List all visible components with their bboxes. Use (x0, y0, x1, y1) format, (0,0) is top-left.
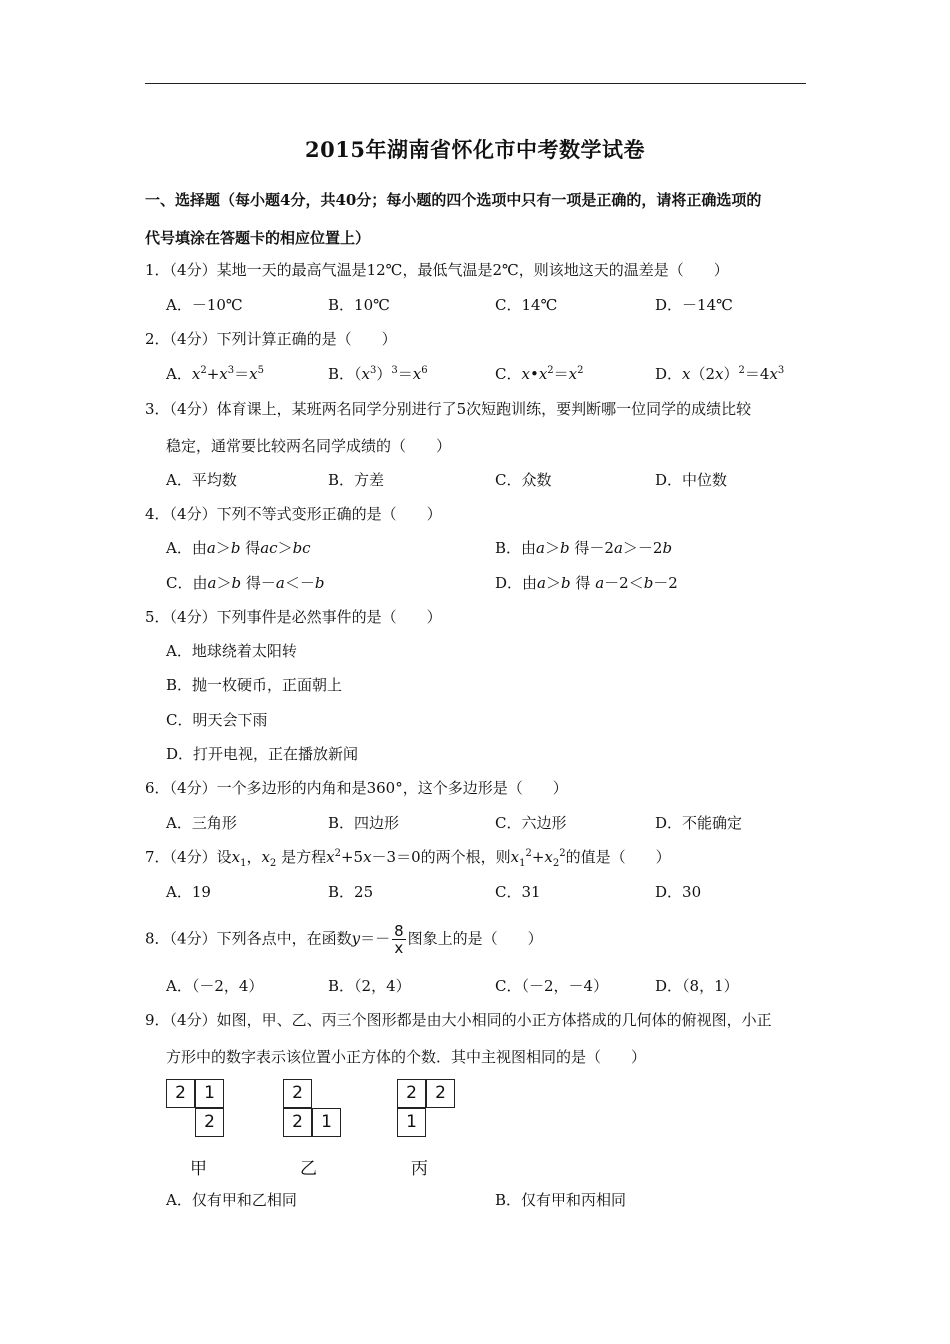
figure-yi-label: 乙 (300, 1159, 317, 1179)
q2-option-d: D．$x(2x)^2=4x^3$ (655, 365, 785, 383)
figure-yi-cell: 2 (283, 1079, 312, 1108)
q5-stem: 5．（4分）下列事件是必然事件的是（ ） (145, 608, 442, 626)
q2-option-c: C．$x•x^2=x^2$ (495, 365, 584, 383)
q9-option-a: A．仅有甲和乙相同 (166, 1191, 297, 1209)
figure-bing-cell: 1 (397, 1108, 426, 1137)
q3-stem-line1: 3．（4分）体育课上，某班两名同学分别进行了5次短跑训练，要判断哪一位同学的成绩比较 (145, 400, 752, 418)
q6-option-a: A．三角形 (166, 814, 237, 832)
q1-option-b: B．10℃ (328, 296, 390, 314)
q1-option-c: C．14℃ (495, 296, 558, 314)
figure-yi-cell: 2 (283, 1108, 312, 1137)
q8-option-b: B．（2，4） (328, 977, 411, 995)
figure-jia-cell: 1 (195, 1079, 224, 1108)
q7-option-a: A．19 (166, 883, 211, 901)
q2-stem: 2．（4分）下列计算正确的是（ ） (145, 330, 397, 348)
q3-option-d: D．中位数 (655, 471, 728, 489)
q4-option-b: B．由a＞b 得－2a＞－2b (495, 539, 673, 557)
q5-option-c: C．明天会下雨 (166, 711, 268, 729)
q4-option-d: D．由a＞b 得 a－2＜b－2 (495, 574, 678, 592)
figure-bing-label: 丙 (411, 1159, 428, 1179)
q4-stem: 4．（4分）下列不等式变形正确的是（ ） (145, 505, 442, 523)
q5-option-b: B．抛一枚硬币，正面朝上 (166, 676, 343, 694)
q2-option-b: B．$(x^3)^3=x^6$ (328, 365, 428, 383)
q6-option-d: D．不能确定 (655, 814, 743, 832)
q4-option-c: C．由a＞b 得－a＜－b (166, 574, 325, 592)
q3-option-a: A．平均数 (166, 471, 237, 489)
q1-option-a: A．－10℃ (166, 296, 243, 314)
header-rule (145, 83, 806, 84)
q8-option-d: D．（8，1） (655, 977, 739, 995)
q9-option-b: B．仅有甲和丙相同 (495, 1191, 627, 1209)
q3-option-b: B．方差 (328, 471, 385, 489)
q6-stem: 6．（4分）一个多边形的内角和是360°，这个多边形是（ ） (145, 779, 568, 797)
q5-option-a: A．地球绕着太阳转 (166, 642, 297, 660)
q8-fraction: $\frac{8}{x}$ (394, 922, 404, 957)
q2-option-a: A．$x^2+x^3=x^5$ (166, 365, 264, 383)
q6-option-c: C．六边形 (495, 814, 567, 832)
q7-option-d: D．30 (655, 883, 702, 901)
figure-jia-cell: 2 (195, 1108, 224, 1137)
q3-option-c: C．众数 (495, 471, 552, 489)
figure-jia-cell: 2 (166, 1079, 195, 1108)
q5-option-d: D．打开电视，正在播放新闻 (166, 745, 359, 763)
q8-option-a: A．（－2，4） (166, 977, 264, 995)
q9-stem-line1: 9．（4分）如图，甲、乙、丙三个图形都是由大小相同的小正方体搭成的几何体的俯视图，小正 (145, 1011, 772, 1029)
q9-stem-line2: 方形中的数字表示该位置小正方体的个数．其中主视图相同的是（ ） (166, 1048, 647, 1066)
figure-bing-cell: 2 (426, 1079, 455, 1108)
q7-option-b: B．25 (328, 883, 374, 901)
q8-stem: 8．（4分）下列各点中，在函数y＝－ $\frac{8}{x}$ 图象上的是（ ） (145, 922, 543, 957)
q7-option-c: C．31 (495, 883, 541, 901)
q1-option-d: D．－14℃ (655, 296, 733, 314)
page-title: 2015年湖南省怀化市中考数学试卷 (305, 137, 645, 162)
q3-stem-line2: 稳定，通常要比较两名同学成绩的（ ） (166, 437, 452, 455)
q7-stem: 7．（4分）设$x_1$，$x_2$ 是方程$x^2+5x-3=0$的两个根，则$x_1^2+x_2^2$的值是（ ） (145, 848, 671, 869)
figure-bing-cell: 2 (397, 1079, 426, 1108)
figure-jia-label: 甲 (190, 1159, 207, 1179)
q1-stem: 1．（4分）某地一天的最高气温是12℃，最低气温是2℃，则该地这天的温差是（ ） (145, 261, 729, 279)
q4-option-a: A．由a＞b 得ac＞bc (166, 539, 311, 557)
figure-yi-cell: 1 (312, 1108, 341, 1137)
q8-option-c: C．（－2，－4） (495, 977, 609, 995)
q6-option-b: B．四边形 (328, 814, 400, 832)
section-heading-line1: 一、选择题（每小题4分，共40分；每小题的四个选项中只有一项是正确的，请将正确选项的 (145, 191, 762, 209)
section-heading-line2: 代号填涂在答题卡的相应位置上） (145, 229, 371, 247)
